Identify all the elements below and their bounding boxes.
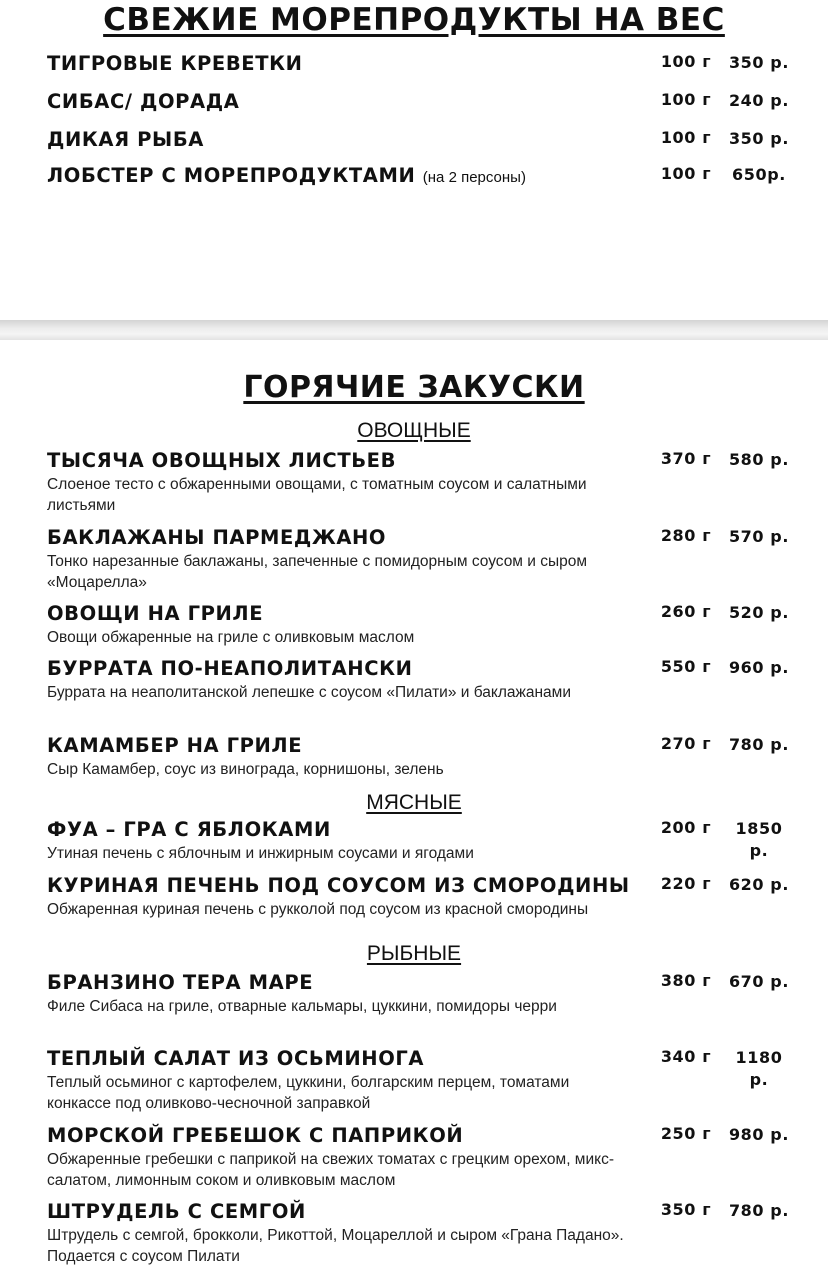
item-name: ТИГРОВЫЕ КРЕВЕТКИ xyxy=(47,52,303,75)
item-price: 980 р. xyxy=(728,1125,790,1144)
item-weight: 100 г xyxy=(660,90,712,109)
item-name: ТЕПЛЫЙ САЛАТ ИЗ ОСЬМИНОГА xyxy=(47,1047,425,1070)
item-weight: 270 г xyxy=(660,734,712,753)
item-weight: 370 г xyxy=(660,449,712,468)
item-name: ФУА – ГРА С ЯБЛОКАМИ xyxy=(47,818,331,841)
item-description: Обжаренная куриная печень с рукколой под соусом из красной смородины xyxy=(47,901,589,918)
item-weight: 100 г xyxy=(660,52,712,71)
item-weight: 550 г xyxy=(660,657,712,676)
item-price: 670 р. xyxy=(728,972,790,991)
item-name: БАКЛАЖАНЫ ПАРМЕДЖАНО xyxy=(47,526,387,549)
section-label-veg: ОВОЩНЫЕ xyxy=(357,419,471,442)
item-description: Обжаренные гребешки с паприкой на свежих томатах с грецким орехом, микс-салатом, лимонным соком и оливковым маслом xyxy=(47,1151,614,1189)
item-name: БРАНЗИНО ТЕРА МАРЕ xyxy=(47,971,314,994)
item-description: Сыр Камамбер, соус из винограда, корнишоны, зелень xyxy=(47,761,444,778)
item-name: БУРРАТА ПО-НЕАПОЛИТАНСКИ xyxy=(47,657,413,680)
item-name: ШТРУДЕЛЬ С СЕМГОЙ xyxy=(47,1200,306,1223)
item-description: Теплый осьминог с картофелем, цуккини, болгарским перцем, томатами конкассе под оливково-чесночной заправкой xyxy=(47,1074,570,1112)
item-description: Овощи обжаренные на гриле с оливковым маслом xyxy=(47,629,415,646)
item-price: 780 р. xyxy=(728,1201,790,1220)
hot-starters-page xyxy=(0,340,828,1282)
page-separator xyxy=(0,320,828,340)
item-price: 350 р. xyxy=(728,129,790,148)
item-price: 570 р. xyxy=(728,527,790,546)
item-weight: 200 г xyxy=(660,818,712,837)
item-price: 1850 р. xyxy=(735,819,783,860)
item-weight: 260 г xyxy=(660,602,712,621)
item-name: ЛОБСТЕР С МОРЕПРОДУКТАМИ xyxy=(47,164,416,187)
section-label-fish: РЫБНЫЕ xyxy=(366,942,462,965)
item-weight: 100 г xyxy=(660,128,712,147)
item-description: Штрудель с семгой, брокколи, Рикоттой, Моцареллой и сыром «Грана Падано». Подается с соусом Пилати xyxy=(47,1227,624,1265)
item-price: 960 р. xyxy=(728,658,790,677)
item-price: 350 р. xyxy=(728,53,790,72)
item-weight: 380 г xyxy=(660,971,712,990)
item-price: 240 р. xyxy=(728,91,790,110)
item-name: ОВОЩИ НА ГРИЛЕ xyxy=(47,602,264,625)
item-weight: 350 г xyxy=(660,1200,712,1219)
item-weight: 250 г xyxy=(660,1124,712,1143)
section-label-meat: МЯСНЫЕ xyxy=(366,791,462,814)
item-name: МОРСКОЙ ГРЕБЕШОК С ПАПРИКОЙ xyxy=(47,1124,464,1147)
hot-starters-title: ГОРЯЧИЕ ЗАКУСКИ xyxy=(243,370,585,405)
item-weight: 340 г xyxy=(660,1047,712,1066)
item-description: Утиная печень с яблочным и инжирным соусами и ягодами xyxy=(47,845,474,862)
item-price: 1180 р. xyxy=(735,1048,783,1089)
item-name: СИБАС/ ДОРАДА xyxy=(47,90,240,113)
item-name: ТЫСЯЧА ОВОЩНЫХ ЛИСТЬЕВ xyxy=(47,449,397,472)
item-description: Слоеное тесто с обжаренными овощами, с томатным соусом и салатными листьями xyxy=(47,476,587,514)
item-description: Тонко нарезанные баклажаны, запеченные с помидорным соусом и сыром «Моцарелла» xyxy=(47,553,588,591)
seafood-page xyxy=(0,0,828,320)
item-description: Буррата на неаполитанской лепешке с соусом «Пилати» и баклажанами xyxy=(47,684,571,701)
item-note: (на 2 персоны) xyxy=(422,169,526,186)
seafood-title: СВЕЖИЕ МОРЕПРОДУКТЫ НА ВЕС xyxy=(103,2,725,38)
item-price: 780 р. xyxy=(728,735,790,754)
item-price: 650р. xyxy=(732,165,786,184)
item-name: КУРИНАЯ ПЕЧЕНЬ ПОД СОУСОМ ИЗ СМОРОДИНЫ xyxy=(47,874,630,897)
item-price: 520 р. xyxy=(728,603,790,622)
item-name: ДИКАЯ РЫБА xyxy=(47,128,204,151)
item-price: 580 р. xyxy=(728,450,790,469)
item-name-wrap xyxy=(47,164,526,187)
item-name: КАМАМБЕР НА ГРИЛЕ xyxy=(47,734,303,757)
item-weight: 100 г xyxy=(660,164,712,183)
item-weight: 220 г xyxy=(660,874,712,893)
item-weight: 280 г xyxy=(660,526,712,545)
item-price: 620 р. xyxy=(728,875,790,894)
item-description: Филе Сибаса на гриле, отварные кальмары, цуккини, помидоры черри xyxy=(47,998,557,1015)
